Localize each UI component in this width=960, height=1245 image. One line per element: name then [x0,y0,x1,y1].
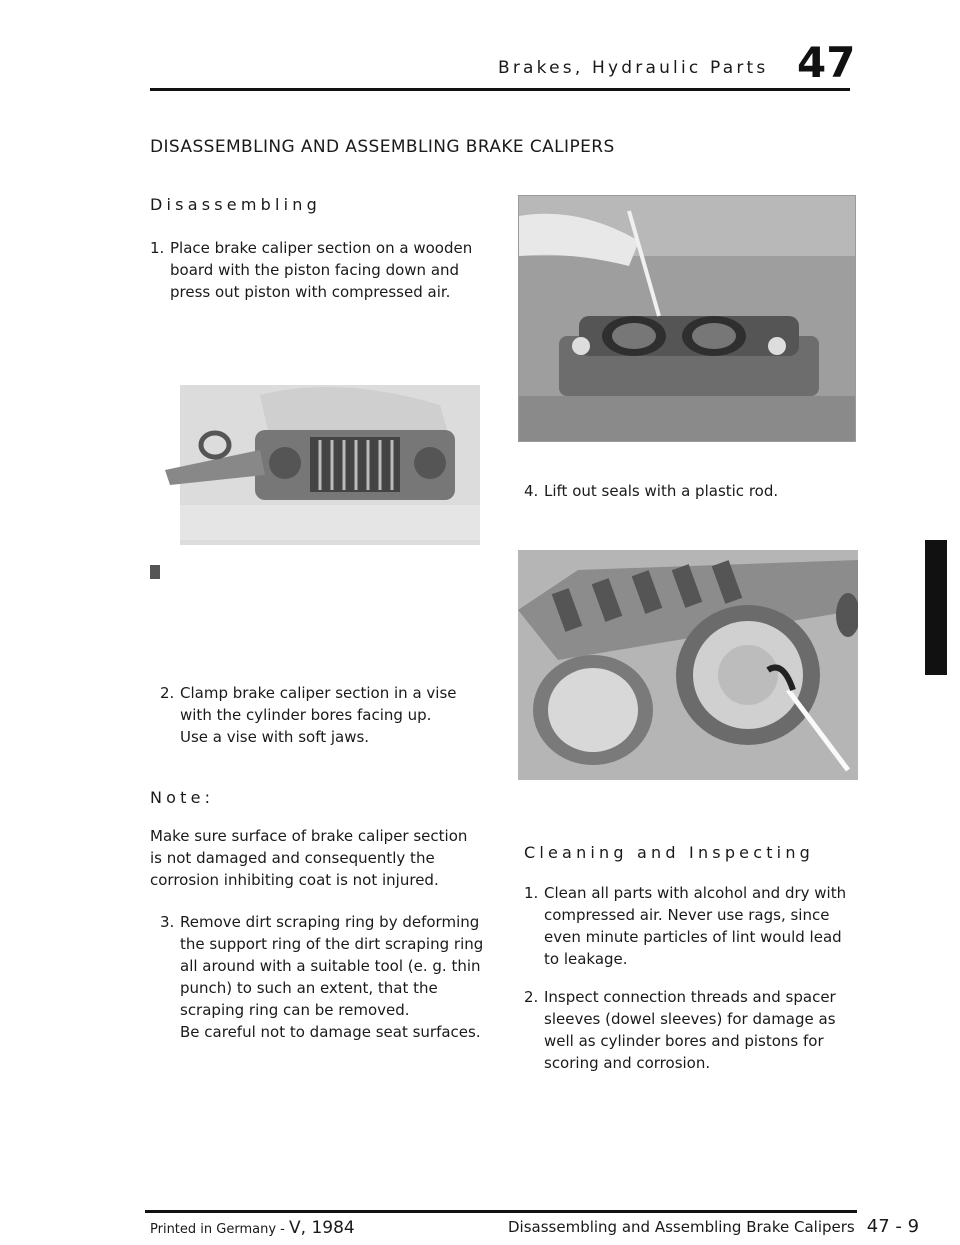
footer-dash: - [280,1222,285,1237]
step-2-disassembling [160,682,490,748]
section-title: Brakes, Hydraulic Parts [498,58,769,78]
subheading-disassembling: Disassembling [150,195,321,214]
caliper-bores-illustration [518,550,858,780]
step-text-secondary: Use a vise with soft jaws. [180,728,370,746]
step-3-disassembling [160,911,490,1043]
step-number: 3. [160,913,175,931]
printed-in: Printed in Germany [150,1222,277,1237]
section-number: 47 [797,38,856,87]
note-heading: Note: [150,788,215,807]
footer-page-title: Disassembling and Assembling Brake Calipers [508,1218,855,1236]
caliper-air-nozzle-illustration [150,345,486,595]
step-number: 1. [524,884,539,902]
step-text: Inspect connection threads and spacer sleeves (dowel sleeves) for damage as well as cylinder bores and pistons for scoring and corrosion. [544,988,836,1072]
subheading-cleaning: Cleaning and Inspecting [524,843,815,862]
thumb-index-tab [925,540,947,675]
step-text-secondary: Be careful not to damage seat surfaces. [180,1023,481,1041]
step-1-disassembling [150,237,480,303]
caliper-top-illustration [519,196,856,442]
header-rule [150,88,850,91]
step-number: 2. [524,988,539,1006]
footer-print-info [150,1218,355,1238]
page-title: DISASSEMBLING AND ASSEMBLING BRAKE CALIPERS [150,137,615,157]
step-2-cleaning [524,986,854,1074]
photo-lift-seals-closeup [518,550,858,780]
step-1-cleaning [524,882,854,970]
step-text: Clean all parts with alcohol and dry with compressed air. Never use rags, since even minute particles of lint would lead to leakage. [544,884,847,968]
step-text: Lift out seals with a plastic rod. [544,482,779,500]
step-text: Place brake caliper section on a wooden board with the piston facing down and press out piston with compressed air. [170,239,473,301]
footer-page-info [508,1216,919,1237]
edition: V, 1984 [289,1218,355,1238]
step-text: Remove dirt scraping ring by deforming the support ring of the dirt scraping ring all around with a suitable tool (e. g. thin punch) to such an extent, that the scraping ring can be removed. [180,913,484,1019]
step-number: 4. [524,482,539,500]
photo-caliper-air-nozzle [150,345,486,595]
note-text: Make sure surface of brake caliper section is not damaged and consequently the corrosion inhibiting coat is not injured. [150,827,468,889]
step-text: Clamp brake caliper section in a vise with the cylinder bores facing up. [180,684,457,724]
page-number: 47 - 9 [866,1216,920,1237]
step-4 [524,480,854,502]
step-number: 1. [150,239,165,257]
step-number: 2. [160,684,175,702]
photo-lift-seals-top [518,195,856,442]
footer-rule [145,1210,857,1213]
